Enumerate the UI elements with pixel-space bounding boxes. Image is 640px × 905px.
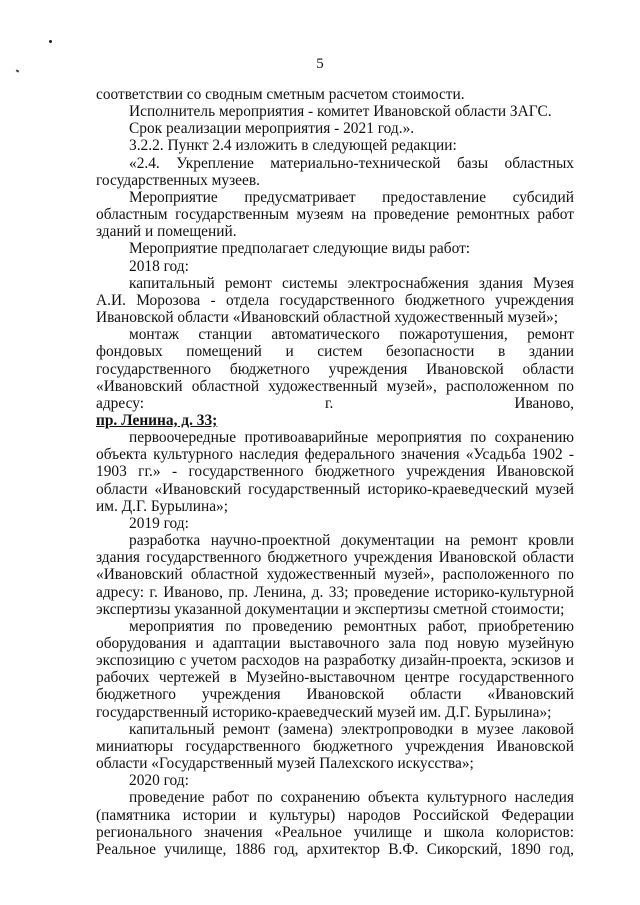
- handwritten-address-underline: пр. Ленина, д. 33;: [96, 411, 218, 429]
- scan-mark-dot: [49, 40, 52, 43]
- paragraph-10: монтаж станции автоматического пожаротушения, ремонт фондовых помещений и систем безопасности в здании государственного бюджетного учреждения Ивановской области «Ивановский областной художественный музей», расположенном по адресу: г. Иваново,: [96, 326, 574, 412]
- paragraph-11: первоочередные противоаварийные мероприятия по сохранению объекта культурного наследия федерального значения «Усадьба 1902 - 1903 гг.» - государственного бюджетного учреждения Ивановской области «Ивановский государственный историко-краеведческий музей им. Д.Г. Бурылина»;: [96, 429, 574, 515]
- paragraph-15: капитальный ремонт (замена) электропроводки в музее лаковой миниатюры государственного бюджетного учреждения Ивановской области «Государственный музей Палехского искусства»;: [96, 720, 574, 773]
- paragraph-1: соответствии со сводным сметным расчетом стоимости.: [96, 86, 465, 103]
- paragraph-4: 3.2.2. Пункт 2.4 изложить в следующей редакции:: [129, 137, 457, 155]
- page-number: 5: [316, 56, 324, 72]
- paragraph-9: капитальный ремонт системы электроснабжения здания Музея А.И. Морозова - отдела государственного бюджетного учреждения Ивановской области «Ивановский областной художественный музей»;: [96, 274, 574, 327]
- paragraph-year-2018: 2018 год:: [129, 257, 189, 275]
- paragraph-6: Мероприятие предусматривает предоставление субсидий областным государственным музеям на проведение ремонтных работ зданий и помещений.: [96, 188, 574, 241]
- document-body: [96, 86, 574, 858]
- paragraph-5: «2.4. Укрепление материально-технической базы областных государственных музеев.: [96, 154, 574, 189]
- paragraph-year-2020: 2020 год:: [129, 772, 189, 790]
- paragraph-3: Срок реализации мероприятия - 2021 год.».: [129, 120, 415, 138]
- paragraph-10-address: [96, 412, 574, 429]
- paragraph-17: проведение работ по сохранению объекта культурного наследия (памятника истории и культуры) народов Российской Федерации регионального значения «Реальное училище и школа колористов: Реальное училище, 1886 год, архитектор В.Ф. Сикорский, 1890 год,: [96, 789, 574, 858]
- paragraph-14: мероприятия по проведению ремонтных работ, приобретению оборудования и адаптации выставочного зала под новую музейную экспозицию с учетом расходов на разработку дизайн-проекта, эскизов и рабочих чертежей в Музейно-выставочном центре государственного бюджетного учреждения Ивановской области «Ивановский государственный историко-краеведческий музей им. Д.Г. Бурылина»;: [96, 617, 574, 721]
- paragraph-2: Исполнитель мероприятия - комитет Ивановской области ЗАГС.: [129, 103, 552, 121]
- paragraph-7: Мероприятие предполагает следующие виды работ:: [129, 240, 471, 258]
- paragraph-13: разработка научно-проектной документации на ремонт кровли здания государственного бюджетного учреждения Ивановской области «Ивановский областной художественный музей», расположенного по адресу: г. Иваново, пр. Ленина, д. 33; проведение историко-культурной экспертизы указанной документации и экспертизы сметной стоимости;: [96, 532, 574, 618]
- paragraph-year-2019: 2019 год:: [129, 514, 189, 532]
